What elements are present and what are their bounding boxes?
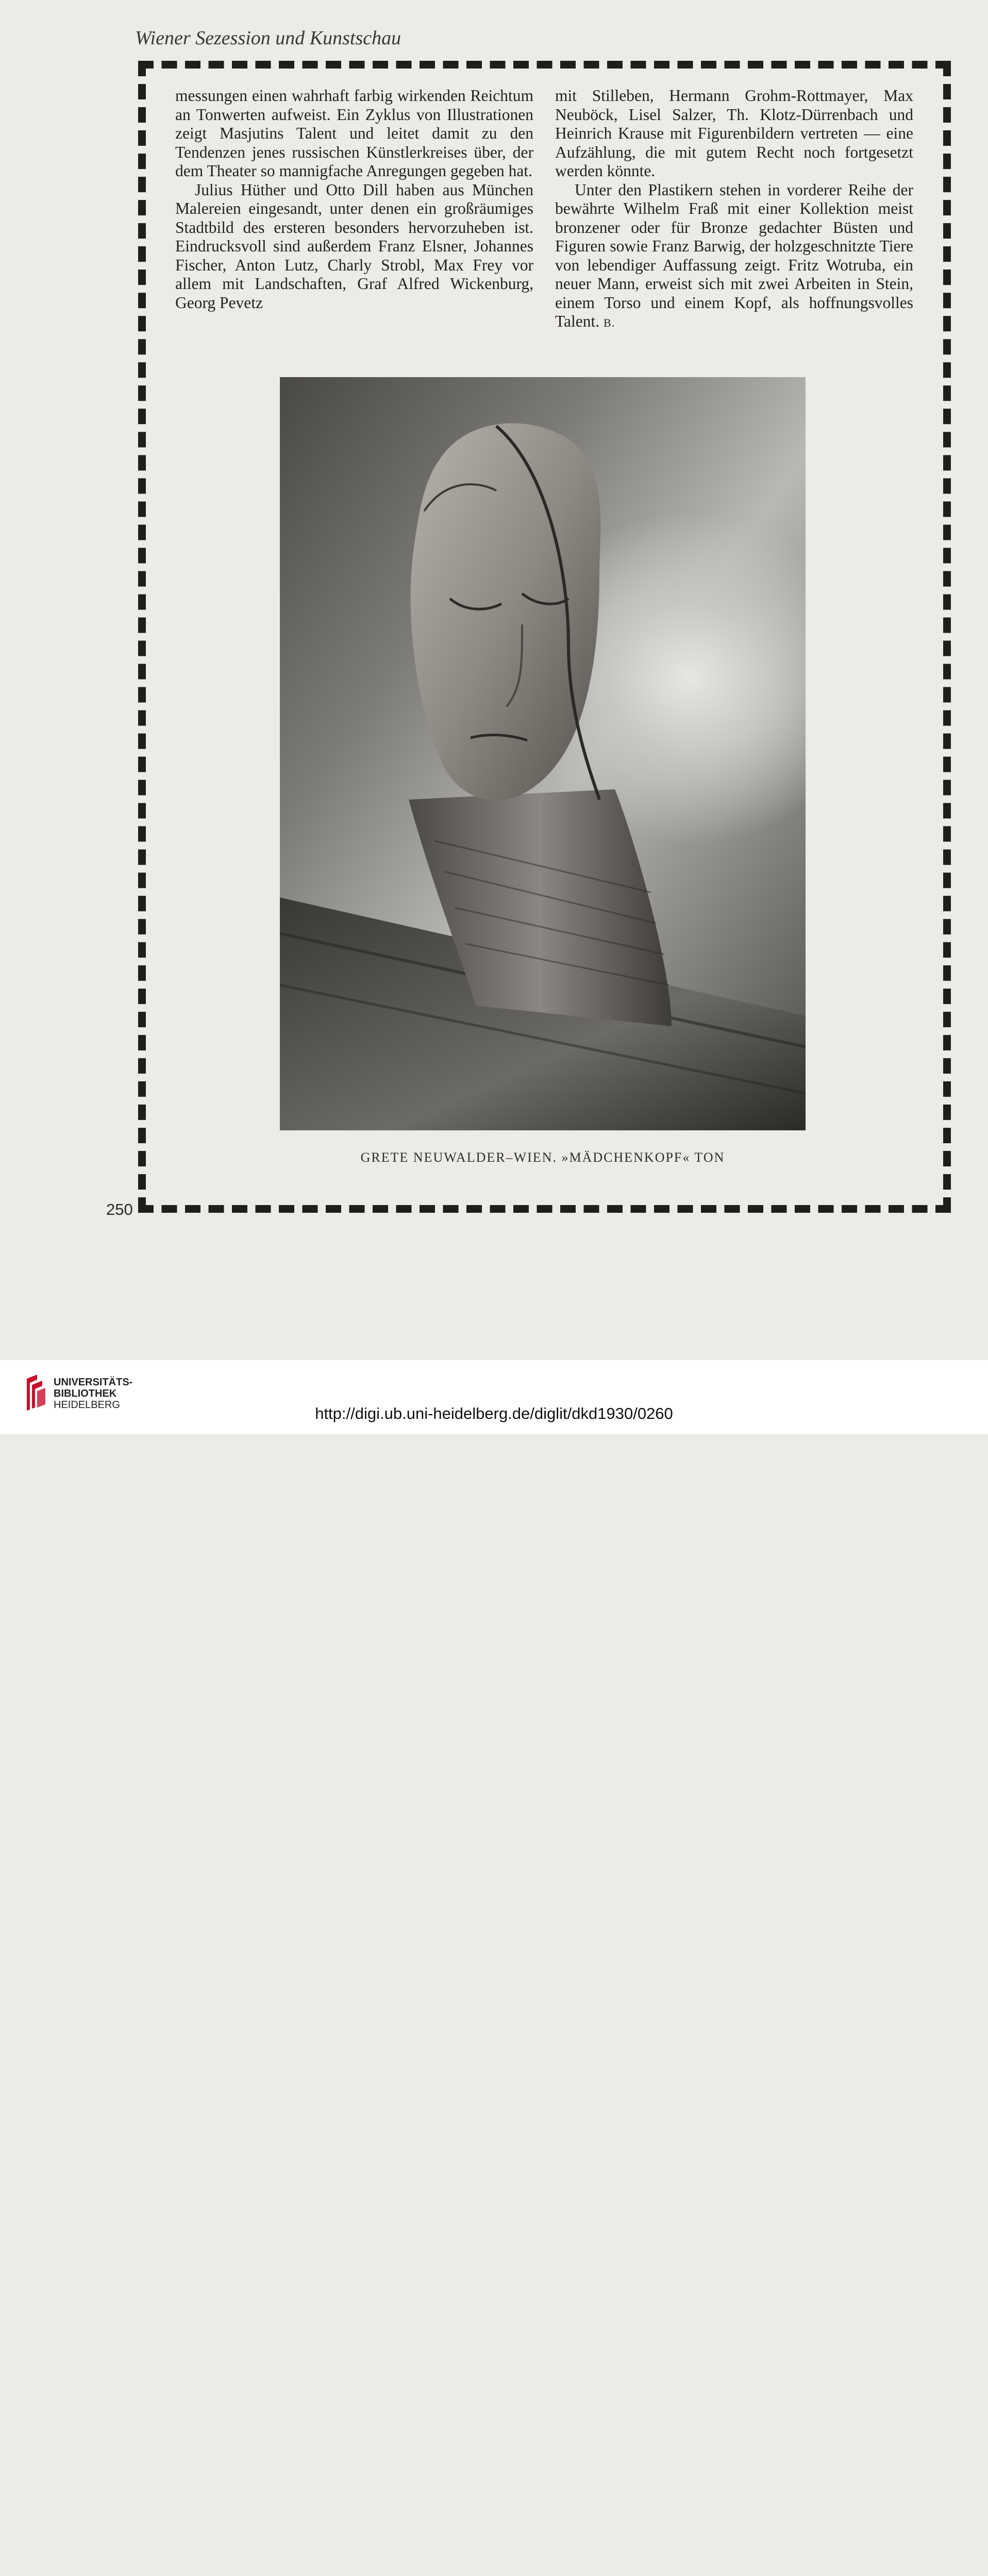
right-column xyxy=(555,87,913,333)
paragraph: messungen einen wahrhaft farbig wirkenden Reichtum an Tonwerten aufweist. Ein Zyklus von Illustrationen zeigt Masjutins Talent und leitet damit zu den Tendenzen jenes russischen Künstlerkreises über, der dem Theater so mannigfache Anregungen gegeben hat. xyxy=(175,87,533,180)
paragraph-text: Unter den Plastikern stehen in vorderer Reihe der bewährte Wilhelm Fraß mit einer Kollektion meist bronzener oder für Bronze gedachter Büsten und Figuren sowie Franz Barwig, der holzgeschnitzte Tiere von lebendiger Auffassung zeigt. Fritz Wotruba, ein neuer Mann, erweist sich mit zwei Arbeiten in Stein, einem Torso und einem Kopf, als hoffnungsvolles Talent. xyxy=(555,180,913,330)
library-name-line: UNIVERSITÄTS- xyxy=(54,1377,133,1388)
source-url[interactable]: http://digi.ub.uni-heidelberg.de/diglit/dkd1930/0260 xyxy=(315,1404,673,1422)
paragraph: mit Stilleben, Hermann Grohm-Rottmayer, Max Neuböck, Lisel Salzer, Th. Klotz-Dürrenbach und Heinrich Krause mit Figurenbildern vertreten — eine Aufzählung, die mit gutem Recht noch fortgesetzt werden könnte. xyxy=(555,87,913,180)
sculpture-photo xyxy=(280,377,806,1130)
sculpture-illustration xyxy=(280,377,806,1130)
running-title: Wiener Sezession und Kunstschau xyxy=(135,27,401,49)
digitization-footer xyxy=(0,1360,988,1434)
page-number: 250 xyxy=(106,1200,133,1218)
figure-caption: GRETE NEUWALDER–WIEN. »MÄDCHENKOPF« TON xyxy=(360,1150,725,1165)
author-signature: B. xyxy=(604,316,615,329)
article-columns xyxy=(175,87,913,333)
left-column xyxy=(175,87,533,333)
paragraph xyxy=(555,181,913,333)
library-name-line: HEIDELBERG xyxy=(54,1399,120,1411)
library-name-line: BIBLIOTHEK xyxy=(54,1388,117,1399)
paragraph: Julius Hüther und Otto Dill haben aus München Malereien eingesandt, unter denen ein großräumiges Stadtbild des ersteren besonders hervorzuheben ist. Eindrucksvoll sind außerdem Franz Elsner, Johannes Fischer, Anton Lutz, Charly Strobl, Max Frey vor allem mit Landschaften, Graf Alfred Wickenburg, Georg Pevetz xyxy=(175,180,533,312)
